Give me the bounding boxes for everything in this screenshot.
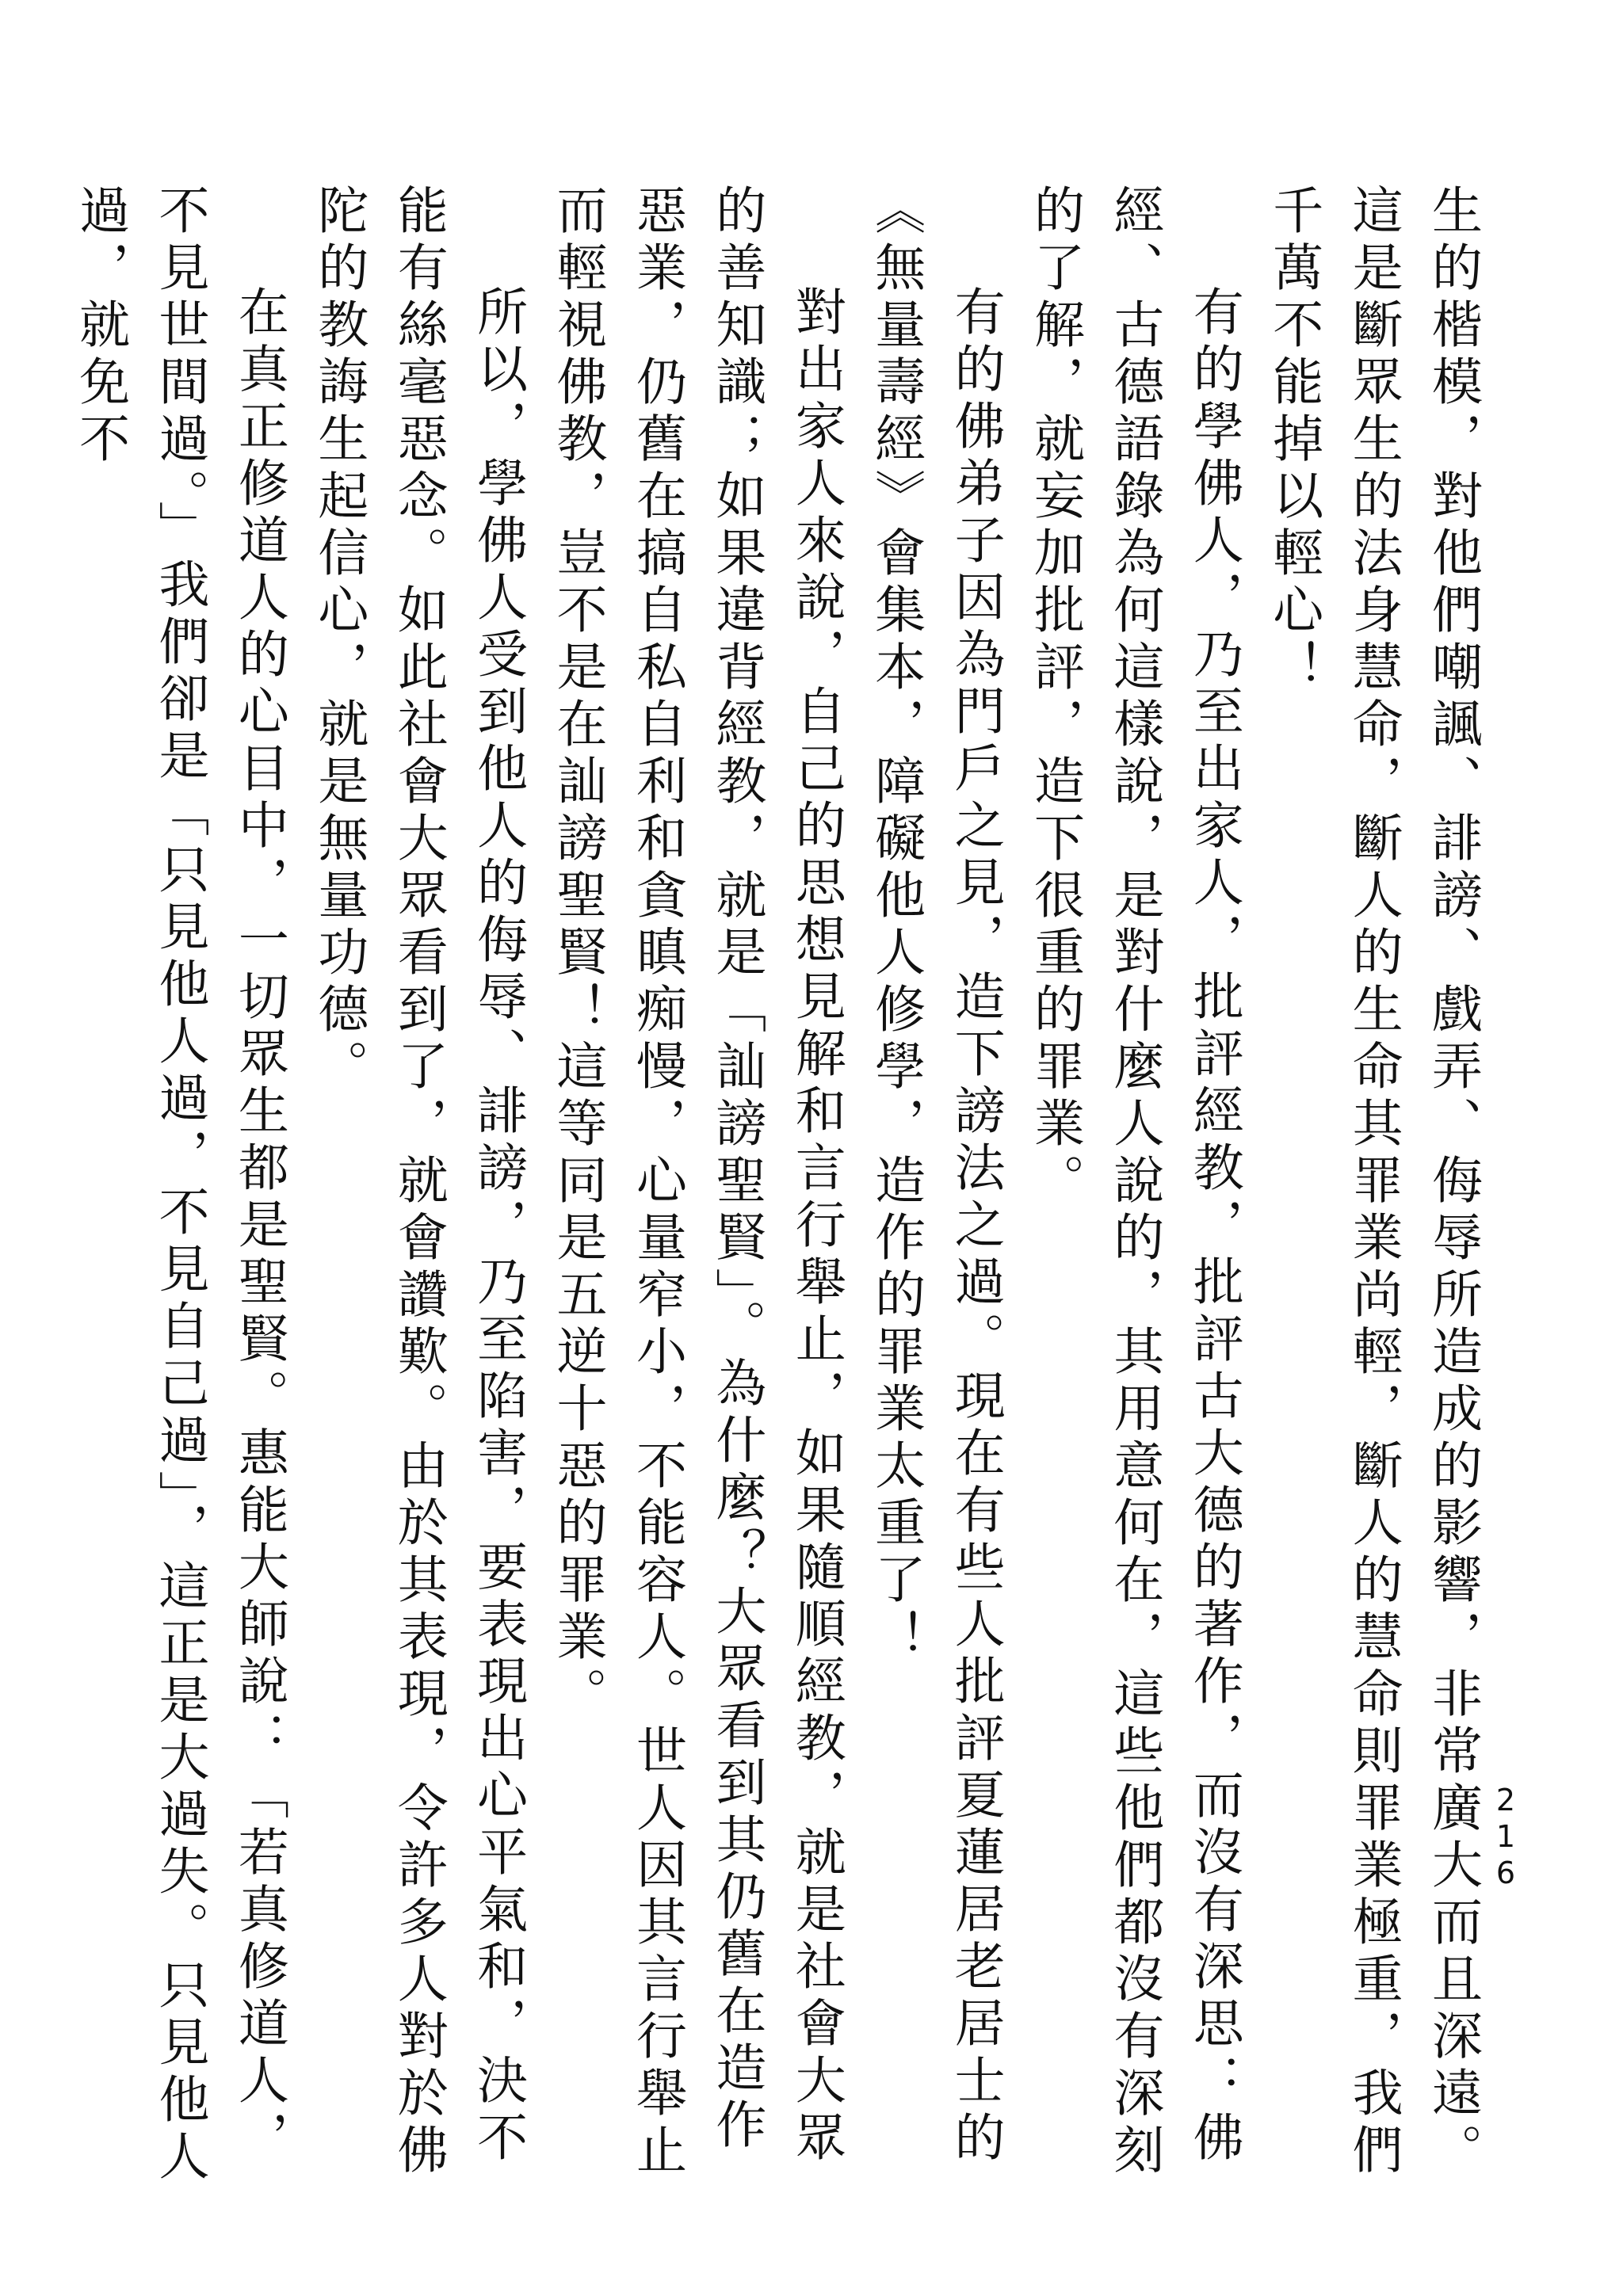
- page-number: 216: [1488, 1783, 1523, 1892]
- paragraph-4: 對出家人來說，自己的思想見解和言行舉止，如果隨順經教，就是社會大眾的善知識；如果違背經教，就是「訕謗聖賢」。為什麼？大眾看到其仍舊在造作惡業，仍舊在搞自私自利和貪瞋痴慢，心量窄小，不能容人。世人因其言行舉止而輕視佛教，豈不是在訕謗聖賢！這等同是五逆十惡的罪業。: [548, 184, 846, 2180]
- paragraph-3: 有的佛弟子因為門戶之見，造下謗法之過。現在有些人批評夏蓮居老居士的《無量壽經》會集本，障礙他人修學，造作的罪業太重了！: [866, 184, 1005, 2168]
- document-body: [71, 184, 1492, 2196]
- paragraph-1: 生的楷模，對他們嘲諷、誹謗、戲弄、侮辱所造成的影響，非常廣大而且深遠。這是斷眾生的法身慧命，斷人的生命其罪業尚輕，斷人的慧命則罪業極重，我們千萬不能掉以輕心！: [1264, 184, 1482, 2180]
- paragraph-2: 有的學佛人，乃至出家人，批評經教，批評古大德的著作，而沒有深思：佛經、古德語錄為何這樣說，是對什麼人說的，其用意何在，這些他們都沒有深刻的了解，就妄加批評，造下很重的罪業。: [1025, 184, 1243, 2180]
- paragraph-6: 在真正修道人的心目中，一切眾生都是聖賢。惠能大師說：「若真修道人，不見世間過。」我們卻是「只見他人過，不見自己過」，這正是大過失。只見他人過，就免不: [71, 184, 288, 2187]
- paragraph-5: 所以，學佛人受到他人的侮辱、誹謗，乃至陷害，要表現出心平氣和，決不能有絲毫惡念。如此社會大眾看到了，就會讚歎。由於其表現，令許多人對於佛陀的教誨生起信心，就是無量功德。: [309, 184, 528, 2180]
